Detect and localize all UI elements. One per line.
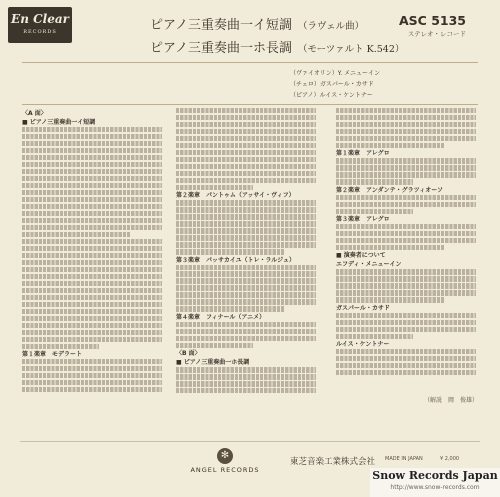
divider-top xyxy=(22,62,478,63)
price: ¥ 2,000 xyxy=(440,456,460,462)
watermark xyxy=(370,468,500,497)
performer-piano: （ピアノ）ルイス・ケントナー xyxy=(290,92,373,99)
angel-records-text: ANGEL RECORDS xyxy=(190,466,260,474)
side-b-heading: 〈B 面〉 xyxy=(176,350,201,358)
artist-menuhin: エフディ・メニューイン xyxy=(336,261,402,269)
company-name: 東芝音楽工業株式会社 xyxy=(290,457,376,467)
notes-column-1 xyxy=(22,108,162,404)
logo-line1: En Clear xyxy=(11,12,69,26)
footer-divider xyxy=(20,441,480,442)
watermark-url: http://www.snow-records.com xyxy=(390,484,480,491)
artist-kentner: ルイス・ケントナー xyxy=(336,341,390,349)
ravel-mov4: 第４楽章 フィナール（アニメ） xyxy=(176,313,266,321)
title-mozart-text: ピアノ三重奏曲一ホ長調 xyxy=(150,41,292,56)
title-ravel-composer: （ラヴェル曲） xyxy=(297,21,365,32)
angel-records-logo xyxy=(190,448,260,474)
artists-heading: ■ 演奏者について xyxy=(336,252,386,260)
ravel-mov2: 第２楽章 パントゥム（アッサイ・ヴィフ） xyxy=(176,192,295,200)
catalog-number: ASC 5135 xyxy=(399,13,466,28)
artist-cassado: ガスパール・カサド xyxy=(336,304,390,312)
mozart-mov1: 第１楽章 アレグロ xyxy=(336,150,390,158)
stereo-label: ステレオ・レコード xyxy=(407,30,466,38)
performer-violin: （ヴァイオリン）Y. メニューイン xyxy=(290,70,381,77)
performer-cello: （チェロ）ガスパール・カサド xyxy=(290,81,374,88)
divider-mid xyxy=(22,104,478,105)
mozart-mov2: 第２楽章 アンダンテ・グラツィオーソ xyxy=(336,186,443,194)
performer-list xyxy=(290,68,380,101)
side-a-heading: 〈A 面〉 xyxy=(22,110,47,117)
title-ravel xyxy=(150,14,364,33)
notes-column-2 xyxy=(176,108,316,404)
notes-credit: （解説 岡 俊雄） xyxy=(423,397,478,404)
mozart-mov3: 第３楽章 アレグロ xyxy=(336,216,390,224)
mozart-heading: ■ ピアノ三重奏曲一ホ長調 xyxy=(176,359,250,367)
title-mozart xyxy=(150,37,404,56)
logo-line2: RECORDS xyxy=(23,29,57,35)
title-ravel-text: ピアノ三重奏曲一イ短調 xyxy=(150,18,292,33)
made-in-japan: MADE IN JAPAN xyxy=(385,456,423,462)
label-logo xyxy=(8,7,72,43)
ravel-mov3: 第３楽章 パッサカイユ（トレ・ラルジュ） xyxy=(176,256,296,264)
notes-column-3 xyxy=(336,108,476,404)
title-mozart-composer: （モーツァルト K.542） xyxy=(297,44,405,55)
ravel-heading: ■ ピアノ三重奏曲一イ短調 xyxy=(22,119,96,126)
ravel-mov1: 第１楽章 モデラート xyxy=(22,350,83,358)
watermark-title: Snow Records Japan xyxy=(372,469,498,482)
angel-icon: ✻ xyxy=(217,448,233,464)
